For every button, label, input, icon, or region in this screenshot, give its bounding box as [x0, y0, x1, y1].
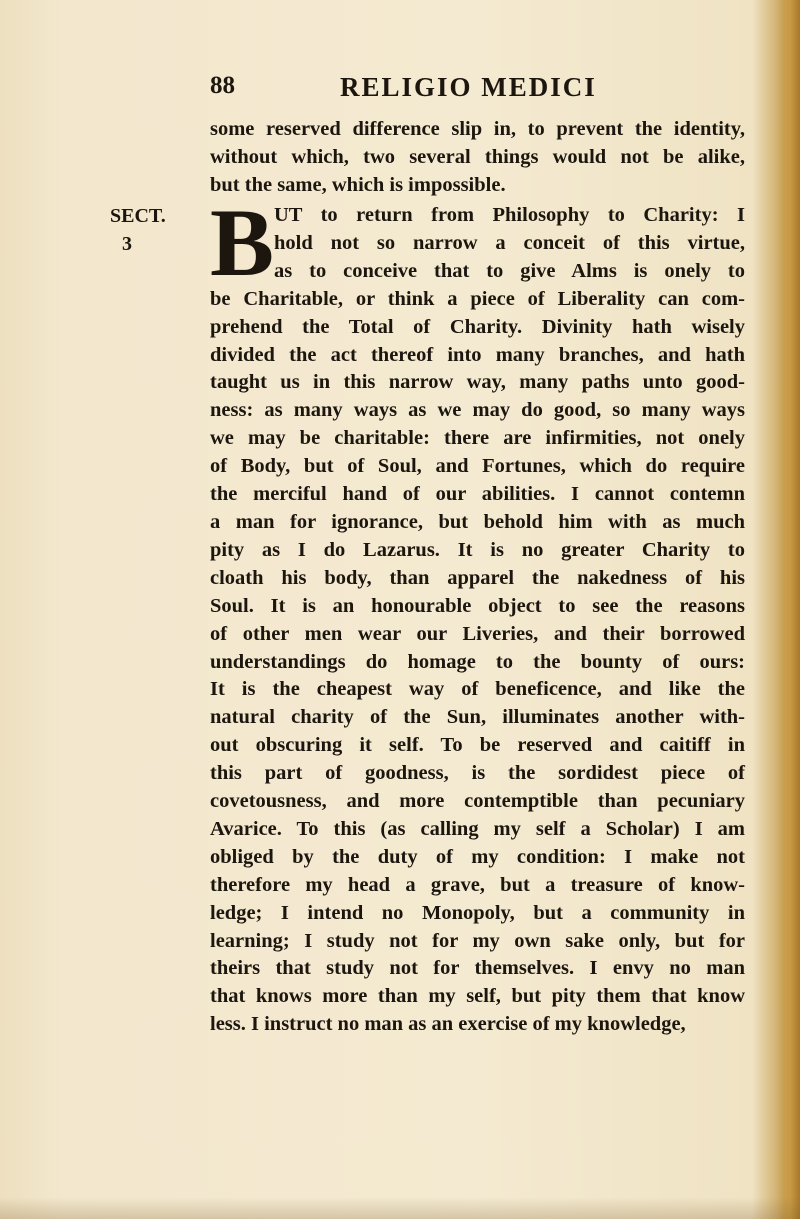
text-line: ledge; I intend no Monopoly, but a community in [210, 901, 745, 924]
text-line: taught us in this narrow way, many paths unto good- [210, 371, 745, 394]
text-line: out obscuring it self. To be reserved and caitiff in [210, 734, 745, 757]
text-line: Soul. It is an honourable object to see the reasons [210, 594, 745, 617]
text-line: ness: as many ways as we may do good, so many ways [210, 399, 745, 422]
text-line: that knows more than my self, but pity them that know [210, 985, 745, 1008]
page-number: 88 [210, 72, 235, 99]
text-line: as to conceive that to give Alms is onely to [274, 259, 745, 282]
section-paragraph [210, 189, 745, 1039]
text-line: obliged by the duty of my condition: I make not [210, 845, 745, 868]
text-line: some reserved difference slip in, to prevent the identity, [210, 118, 745, 140]
text-line: this part of goodness, is the sordidest piece of [210, 762, 745, 785]
text-line: of other men wear our Liveries, and their borrowed [210, 622, 745, 645]
page-bottom-shadow [0, 1197, 800, 1219]
sect-label: SECT. [110, 205, 166, 227]
text-line: pity as I do Lazarus. It is no greater Charity to [210, 538, 745, 561]
text-line: covetousness, and more contemptible than pecuniary [210, 790, 745, 813]
text-line: be Charitable, or think a piece of Liberality can com- [210, 287, 745, 310]
text-line: without which, two several things would not be alike, [210, 145, 745, 168]
text-line: natural charity of the Sun, illuminates another with- [210, 706, 745, 729]
text-line: less. I instruct no man as an exercise of my knowledge, [210, 1013, 686, 1036]
running-title: RELIGIO MEDICI [340, 72, 597, 102]
text-line: It is the cheapest way of beneficence, and like the [210, 678, 745, 701]
drop-cap: B [210, 189, 275, 296]
text-line: the merciful hand of our abilities. I cannot contemn [210, 483, 745, 506]
sect-number: 3 [122, 233, 132, 255]
text-line: theirs that study not for themselves. I envy no man [210, 957, 745, 980]
text-line: understandings do homage to the bounty of ours: [210, 650, 745, 673]
running-head [210, 72, 745, 112]
page-edge-shadow [778, 0, 800, 1219]
text-line: Avarice. To this (as calling my self a Scholar) I am [210, 817, 745, 840]
section-marker [110, 202, 200, 258]
text-line: cloath his body, than apparel the nakedness of his [210, 566, 745, 589]
text-line: but the same, which is impossible. [210, 173, 506, 196]
text-line: a man for ignorance, but behold him with as much [210, 510, 745, 533]
text-line: divided the act thereof into many branches, and hath [210, 343, 745, 366]
paragraph-continued [210, 116, 745, 200]
text-line: prehend the Total of Charity. Divinity hath wisely [210, 315, 745, 338]
text-line: we may be charitable: there are infirmities, not onely [210, 427, 745, 450]
text-line: of Body, but of Soul, and Fortunes, which do require [210, 455, 745, 478]
text-line: hold not so narrow a conceit of this virtue, [274, 231, 745, 254]
text-line: learning; I study not for my own sake only, but for [210, 929, 745, 952]
text-line: UT to return from Philosophy to Charity: I [274, 204, 745, 226]
text-line: therefore my head a grave, but a treasure of know- [210, 873, 745, 896]
